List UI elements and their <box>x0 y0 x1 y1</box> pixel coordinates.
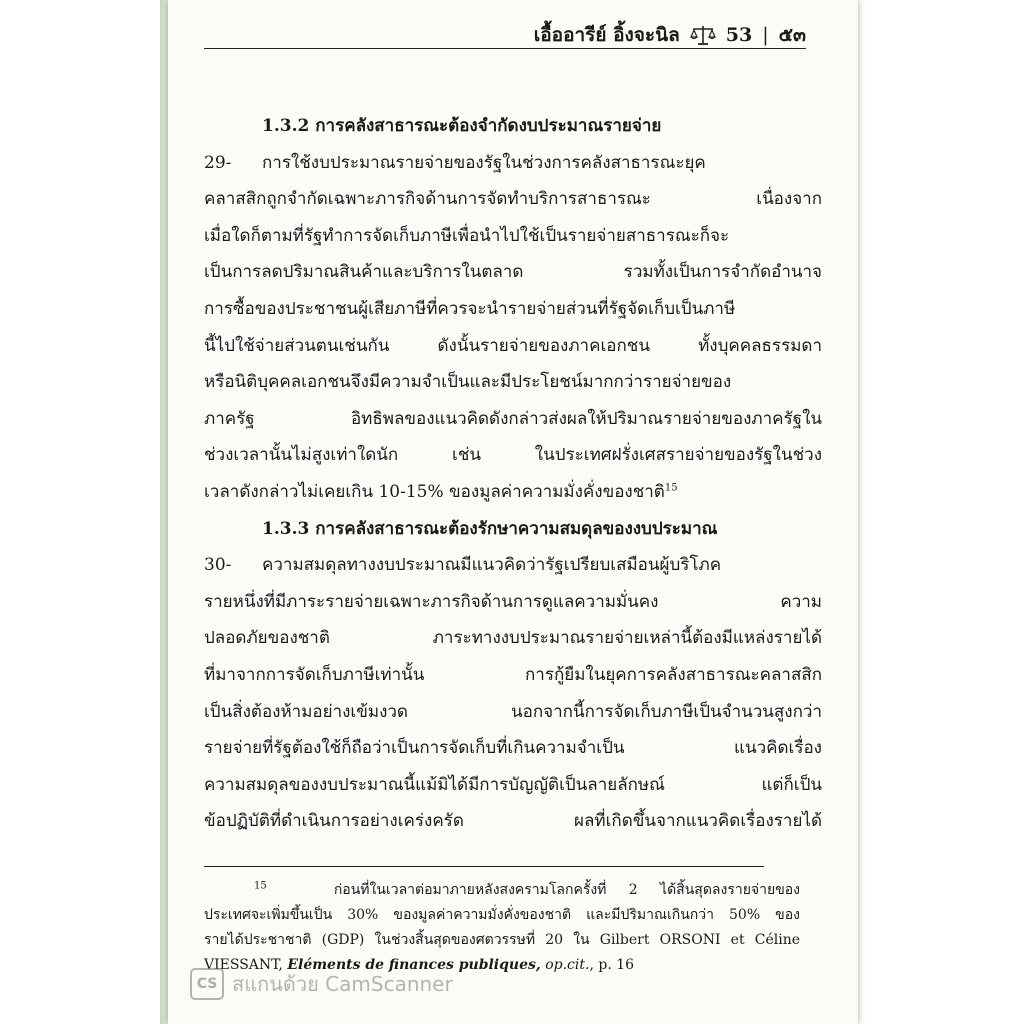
paragraph-line: 29- การใช้งบประมาณรายจ่ายของรัฐในช่วงการคลังสาธารณะยุค <box>204 145 822 182</box>
author-name: เอื้ออารีย์ อิ้งจะนิล <box>533 24 680 46</box>
header-separator: | <box>762 24 769 46</box>
header-rule <box>204 48 806 49</box>
paragraph-line: หรือนิติบุคคลเอกชนจึงมีความจำเป็นและมีประโยชน์มากกว่ารายจ่ายของ <box>204 372 732 393</box>
paragraph-line: รายจ่ายที่รัฐต้องใช้ก็ถือว่าเป็นการจัดเก็บที่เกินความจำเป็น แนวคิดเรื่อง <box>204 738 822 759</box>
paragraph-line: ปลอดภัยของชาติ ภาระทางงบประมาณรายจ่ายเหล่านี้ต้องมีแหล่งรายได้ <box>204 628 822 649</box>
page-number-thai: ๕๓ <box>778 24 806 46</box>
scales-of-justice-icon <box>690 24 716 46</box>
footnote-line: $^{15}$ ก่อนที่ในเวลาต่อมาภายหลังสงครามโลกครั้งที่ 2 ได้สิ้นสุดลงรายจ่ายของ <box>254 880 801 898</box>
paragraph-line: ภาครัฐ อิทธิพลของแนวคิดดังกล่าวส่งผลให้ปริมาณรายจ่ายของภาครัฐใน <box>204 408 822 429</box>
paragraph-line: ช่วงเวลานั้นไม่สูงเท่าใดนัก เช่น ในประเทศฝรั่งเศสรายจ่ายของรัฐในช่วง <box>204 445 822 466</box>
paragraph-number: 30- <box>204 555 232 576</box>
page-number: 53 <box>725 24 753 46</box>
paragraph-number: 29- <box>204 152 232 173</box>
camscanner-watermark <box>190 968 453 1000</box>
cited-title: Eléments de finances publiques, <box>287 957 541 973</box>
book-page <box>168 0 858 1024</box>
paragraph-line: การซื้อของประชาชนผู้เสียภาษีที่ควรจะนำรายจ่ายส่วนที่รัฐจัดเก็บเป็นภาษี <box>204 298 736 319</box>
footnote-rule <box>204 866 764 867</box>
paragraph-line: นี้ไปใช้จ่ายส่วนตนเช่นกัน ดังนั้นรายจ่ายของภาคเอกชน ทั้งบุคคลธรรมดา <box>204 335 822 356</box>
paragraph-line: คลาสสิกถูกจำกัดเฉพาะภารกิจด้านการจัดทำบริการสาธารณะ เนื่องจาก <box>204 189 822 210</box>
footnote <box>204 878 800 978</box>
section-heading: 1.3.3 การคลังสาธารณะต้องรักษาความสมดุลของงบประมาณ <box>262 518 718 539</box>
paragraph-line: เป็นการลดปริมาณสินค้าและบริการในตลาด รวมทั้งเป็นการจำกัดอำนาจ <box>204 262 822 283</box>
paragraph-line: เวลาดังกล่าวไม่เคยเกิน 10-15% ของมูลค่าความมั่งคั่งของชาติ$^{15}$ <box>204 481 678 502</box>
page-body <box>204 108 822 840</box>
footnote-line: VIESSANT, Eléments de finances publiques, op.cit., p. 16 <box>204 957 635 973</box>
paragraph-line: ข้อปฏิบัติที่ดำเนินการอย่างเคร่งครัด ผลที่เกิดขึ้นจากแนวคิดเรื่องรายได้ <box>204 811 822 832</box>
camscanner-logo-icon: CS <box>190 968 224 1000</box>
running-header <box>204 18 806 52</box>
footnote-number: 15 <box>254 880 267 892</box>
paragraph-line: เป็นสิ่งต้องห้ามอย่างเข้มงวด นอกจากนี้การจัดเก็บภาษีเป็นจำนวนสูงกว่า <box>204 701 822 722</box>
footnote-line: ประเทศจะเพิ่มขึ้นเป็น 30% ของมูลค่าความมั่งคั่งของชาติ และมีปริมาณเกินกว่า 50% ของ <box>204 907 800 923</box>
paragraph-line: รายหนึ่งที่มีภาระรายจ่ายเฉพาะภารกิจด้านการดูแลความมั่นคง ความ <box>204 591 822 612</box>
footnote-reference[interactable]: 15 <box>664 482 678 494</box>
paragraph-line: ความสมดุลของงบประมาณนี้แม้มิได้มีการบัญญัติเป็นลายลักษณ์ แต่ก็เป็น <box>204 774 822 795</box>
section-heading: 1.3.2 การคลังสาธารณะต้องจำกัดงบประมาณรายจ่าย <box>262 116 662 136</box>
paragraph-line: ที่มาจากการจัดเก็บภาษีเท่านั้น การกู้ยืมในยุคการคลังสาธารณะคลาสสิก <box>204 664 822 685</box>
paragraph-line: เมื่อใดก็ตามที่รัฐทำการจัดเก็บภาษีเพื่อนำไปใช้เป็นรายจ่ายสาธารณะก็จะ <box>204 225 730 246</box>
paragraph-line: 30- ความสมดุลทางงบประมาณมีแนวคิดว่ารัฐเปรียบเสมือนผู้บริโภค <box>204 547 822 584</box>
footnote-line: รายได้ประชาชาติ (GDP) ในช่วงสิ้นสุดของศตวรรษที่ 20 ใน Gilbert ORSONI et Céline <box>204 932 800 948</box>
watermark-text: สแกนด้วย CamScanner <box>232 972 453 996</box>
